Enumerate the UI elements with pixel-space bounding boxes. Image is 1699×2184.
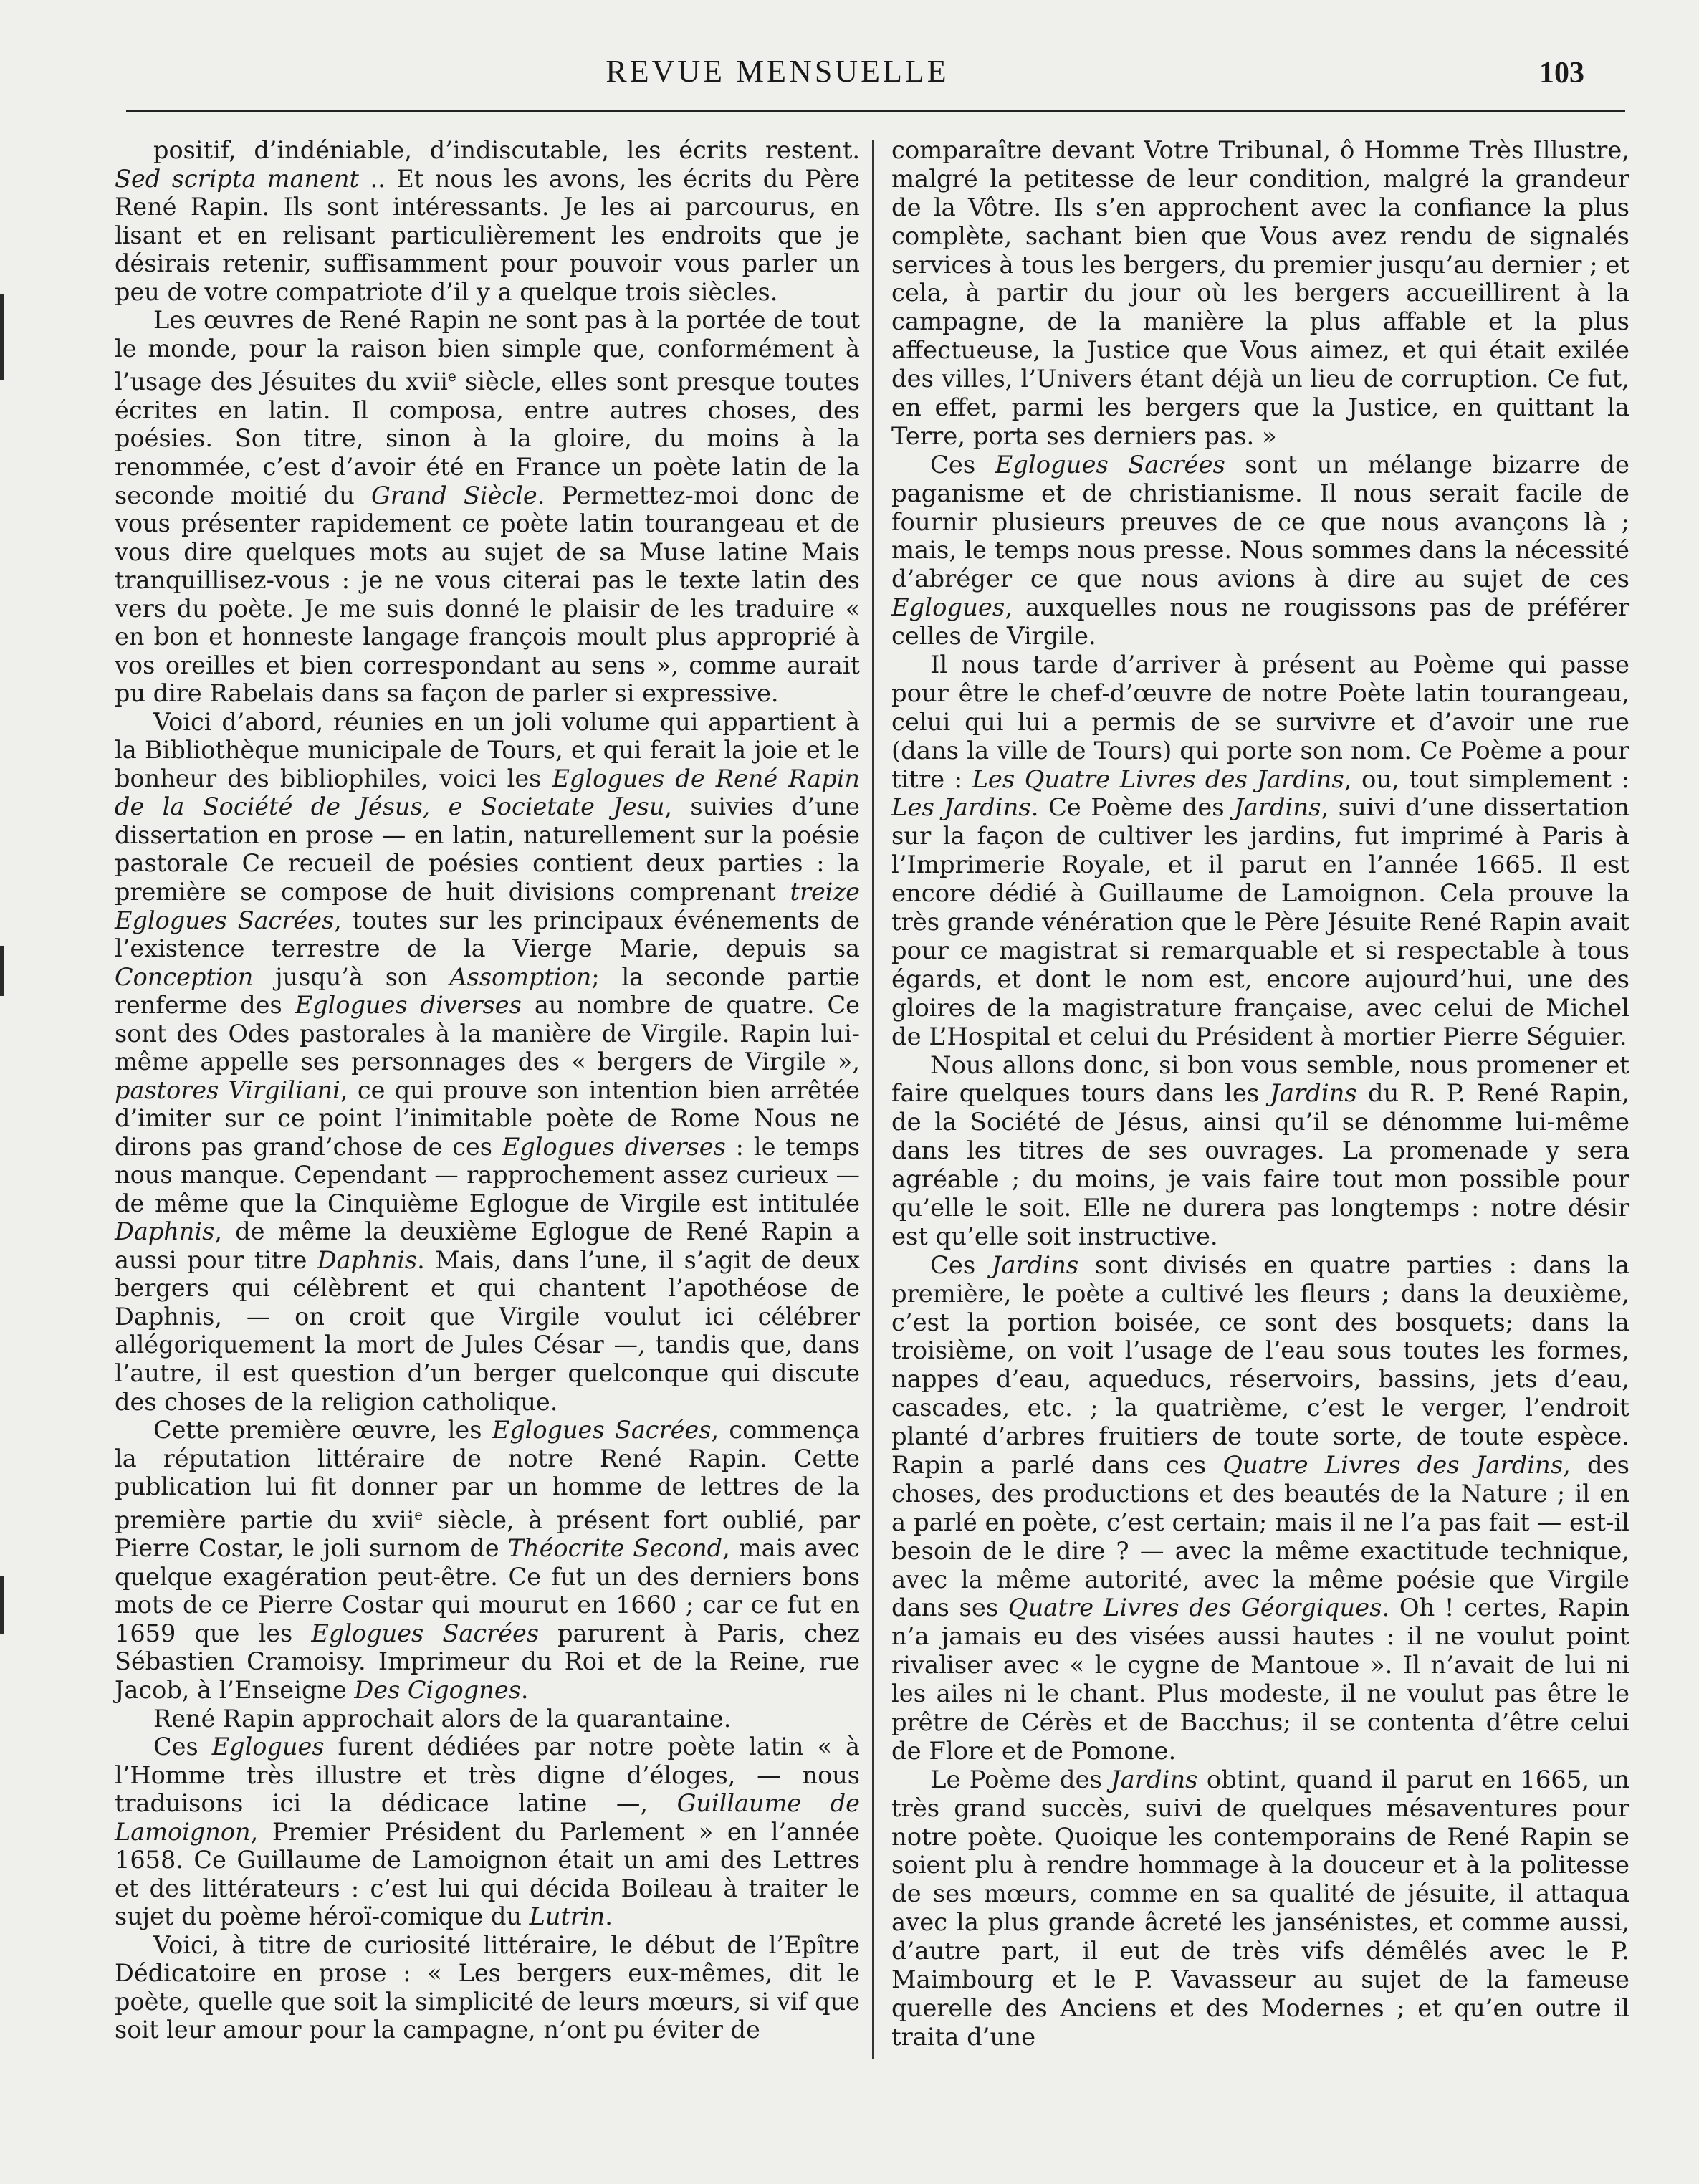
italic-text: Guillaume de Lamoignon — [115, 1789, 860, 1846]
text-run: . Mais, dans l’une, il s’agit de deux bergers qui célèbrent et qui chantent l’apothéose de Daphnis, — on croit que Virgile voulut ici célébrer allégoriquement la mort de Jules César —, tandis que, dans l’autre, il est question d’un berger quelconque qui discute des choses de la religion catholique. — [115, 1245, 860, 1416]
paragraph — [115, 1416, 860, 1704]
text-run: obtint, quand il parut en 1665, un très grand succès, suivi de quelques mésaventures pour notre poète. Quoique les contemporains de René Rapin se soient plu à rendre hommage à la douceur et à la politesse de ses mœurs, comme en sa qualité de jésuite, il attaqua avec la plus grande âcreté les jansénistes, et comme aussi, d’autre part, il eut de très vifs démêlés avec le P. Maimbourg et le P. Vavasseur au sujet de la fameuse querelle des Anciens et des Modernes ; et qu’en outre il traita d’une — [891, 1765, 1629, 2051]
right-column — [891, 136, 1629, 2051]
text-run: . Oh ! certes, Rapin n’a jamais eu des visées aussi hautes : il ne voulut point rivaliser avec « le cygne de Mantoue ». Il n’avait de lui ni les ailes ni le chant. Plus modeste, il ne voulut pas être le prêtre de Cérès et de Bacchus; il se contenta d’être celui de Flore et de Pomone. — [891, 1594, 1630, 1765]
text-run: , suivi d’une dissertation sur la façon de cultiver les jardins, fut imprimé à Paris à l’Imprimerie Royale, et il parut en l’année 1665. Il est encore dédié à Guillaume de Lamoignon. Cela prouve la très grande vénération que le Père Jésuite René Rapin avait pour ce magistrat si remarquable et si respectable à tous égards, et dont le nom est, encore aujourd’hui, une des gloires de la magistrature française, avec celui de Michel de L’Hospital et celui du Président à mortier Pierre Séguier. — [891, 793, 1629, 1050]
text-run: du R. P. René Rapin, de la Société de Jésus, ainsi qu’il se dénomme lui-même dans les titres de ses ouvrages. La promenade y sera agréable ; du moins, je vais faire tout mon possible pour qu’elle le soit. Elle ne durera pas longtemps : notre désir est qu’elle soit instructive. — [891, 1079, 1630, 1250]
text-run: Ces — [930, 1250, 992, 1279]
text-run: Les œuvres de René Rapin ne sont pas à la portée de tout le monde, pour la raison bien simple que, conformément à l’usage des Jésuites du xvii — [115, 306, 860, 396]
text-run: au nombre de quatre. Ce sont des Odes pastorales à la manière de Virgile. Rapin lui-même appelle ses personnages des « bergers de Virgile », — [115, 991, 860, 1076]
italic-text: Conception — [115, 962, 254, 991]
text-run: , mais avec quelque exagération peut-être. Ce fut un des derniers bons mots de ce Pierre Costar qui mourut en 1660 ; car ce fut en 1659 que les — [115, 1534, 860, 1647]
italic-text: Eglogues Sacrées — [995, 450, 1225, 479]
superscript-text: e — [414, 1505, 423, 1523]
text-run: sont un mélange bizarre de paganisme et de christianisme. Il nous serait facile de fournir plusieurs preuves de ce que nous avançons là ; mais, le temps nous presse. Nous sommes dans la nécessité d’abréger ce que nous avions à dire au sujet de ces — [891, 450, 1630, 593]
text-run: . Permettez-moi donc de vous présenter rapidement ce poète latin tourangeau et de vous dire quelques mots au sujet de sa Muse latine Mais tranquillisez-vous : je ne vous citerai pas le texte latin des vers du poète. Je me suis donné le plaisir de les traduire « en bon et honneste langage françois moult plus approprié à vos oreilles et bien correspondant au sens », comme aurait pu dire Rabelais dans sa façon de parler si expressive. — [115, 481, 860, 708]
text-run: siècle, à présent fort oublié, par Pierre Costar, le joli surnom de — [115, 1505, 860, 1563]
italic-text: Eglogues Sacrées — [311, 1619, 539, 1647]
header-rule — [126, 110, 1625, 112]
paragraph — [115, 1705, 860, 1733]
text-run: comparaître devant Votre Tribunal, ô Homme Très Illustre, malgré la petitesse de leur condition, malgré la grandeur de la Vôtre. Ils s’en approchent avec la confiance la plus complète, sachant bien que Vous avez rendu de signalés services à tous les bergers, du premier jusqu’au dernier ; et cela, à partir du jour où les bergers accueillirent à la campagne, de la manière la plus affable et la plus affectueuse, la Justice que Vous aimez, et qui était exilée des villes, l’Univers étant déjà un lieu de corruption. Ce fut, en effet, parmi les bergers que la Justice, en quittant la Terre, porta ses derniers pas. » — [891, 136, 1629, 450]
text-run: ; la seconde partie renferme des — [115, 962, 860, 1020]
margin-mark — [0, 946, 4, 996]
italic-text: treize Eglogues Sacrées — [115, 877, 860, 934]
paragraph — [891, 1766, 1629, 2051]
italic-text: Eglogues — [891, 593, 1005, 622]
text-run: Le Poème des — [930, 1765, 1111, 1793]
text-run: , des choses, des productions et des beautés de la Nature ; il en a parlé en poète, c’est certain; mais il ne l’a pas fait — est-il besoin de le dire ? — avec la même exactitude technique, avec la même autorité, avec la même poésie que Virgile dans ses — [891, 1450, 1629, 1622]
italic-text: Grand Siècle — [371, 481, 537, 509]
text-run: .. Et nous les avons, les écrits du Père René Rapin. Ils sont intéressants. Je les ai parcourus, en lisant et en relisant particulièrement les endroits que je désirais retenir, suffisamment pour pouvoir vous parler un peu de votre compatriote d’il y a quelque trois siècles. — [115, 164, 860, 306]
italic-text: Jardins — [1111, 1765, 1198, 1793]
italic-text: Jardins — [1234, 793, 1321, 822]
italic-text: Les Quatre Livres des Jardins — [972, 765, 1344, 793]
italic-text: Eglogues diverses — [502, 1132, 726, 1161]
italic-text: Quatre Livres des Jardins — [1222, 1450, 1564, 1479]
paragraph — [891, 1251, 1629, 1766]
paragraph — [891, 651, 1629, 1050]
text-run: . Ce Poème des — [1030, 793, 1235, 822]
text-run: Ces — [930, 450, 995, 479]
italic-text: Assomption — [449, 962, 592, 991]
text-run: , ou, tout simplement : — [1344, 765, 1629, 793]
italic-text: Daphnis — [115, 1217, 215, 1246]
italic-text: Eglogues diverses — [295, 991, 522, 1020]
italic-text: Eglogues Sacrées — [492, 1416, 712, 1445]
italic-text: Eglogues de René Rapin de la Société de Jésus, e Societate Jesu — [115, 764, 860, 821]
text-run: , toutes sur les principaux événements de l’existence terrestre de la Vierge Marie, depuis sa — [115, 906, 860, 963]
text-run: parurent à Paris, chez Sébastien Cramoisy. Imprimeur du Roi et de la Reine, rue Jacob, à l’Enseigne — [115, 1619, 861, 1704]
text-run: , de même la deuxième Eglogue de René Rapin a aussi pour titre — [115, 1217, 860, 1274]
column-rule — [872, 140, 874, 2059]
text-run: , suivies d’une dissertation en prose — en latin, naturellement sur la poésie pastorale Ce recueil de poésies contient deux parties : la première se compose de huit divisions comprenant — [115, 792, 861, 906]
running-title: REVUE MENSUELLE — [606, 54, 949, 89]
text-run: Voici, à titre de curiosité littéraire, le début de l’Epître Dédicatoire en prose : « Les bergers eux-mêmes, dit le poète, quelle que soit la simplicité de leurs mœurs, si vif que soit leur amour pour la campagne, n’ont pu éviter de — [115, 1930, 860, 2044]
text-run: Voici d’abord, réunies en un joli volume qui appartient à la Bibliothèque municipale de Tours, et qui ferait la joie et le bonheur des bibliophiles, voici les — [115, 707, 860, 792]
italic-text: Les Jardins — [891, 793, 1031, 822]
paragraph — [115, 306, 860, 708]
text-run: Cette première œuvre, les — [153, 1416, 492, 1445]
italic-text: Quatre Livres des Géorgiques — [1008, 1594, 1382, 1622]
italic-text: Daphnis — [317, 1245, 418, 1274]
italic-text: Lutrin — [529, 1902, 606, 1931]
italic-text: Jardins — [1270, 1079, 1357, 1108]
italic-text: Eglogues — [211, 1733, 325, 1761]
text-run: Nous allons donc, si bon vous semble, nous promener et faire quelques tours dans les — [891, 1050, 1629, 1108]
page-number: 103 — [1539, 57, 1584, 90]
text-run: , commença la réputation littéraire de notre René Rapin. Cette publication lui fit donner par un homme de lettres de la première partie du xvii — [115, 1416, 860, 1534]
text-run: René Rapin approchait alors de la quarantaine. — [153, 1704, 732, 1733]
margin-mark — [0, 294, 4, 380]
text-run: , auxquelles nous ne rougissons pas de préférer celles de Virgile. — [891, 593, 1629, 651]
paragraph — [891, 136, 1629, 451]
text-run: furent dédiées par notre poète latin « à l’Homme très illustre et très digne d’éloges, — nous traduisons ici la dédicace latine —, — [115, 1733, 860, 1818]
text-run: positif, d’indéniable, d’indiscutable, les écrits restent. — [153, 136, 860, 164]
superscript-text: e — [447, 368, 456, 385]
text-run: Il nous tarde d’arriver à présent au Poème qui passe pour être le chef-d’œuvre de notre Poète latin tourangeau, celui qui lui a permis de se survivre et d’avoir une rue (dans la ville de Tours) qui porte son nom. Ce Poème a pour titre : — [891, 651, 1629, 793]
text-run: : le temps nous manque. Cependant — rapprochement assez curieux — de même que la Cinquième Eglogue de Virgile est intitulée — [115, 1132, 860, 1217]
italic-text: Sed scripta manent — [115, 164, 359, 193]
paragraph — [115, 1931, 860, 2044]
paragraph — [891, 1051, 1629, 1251]
left-column — [115, 136, 860, 2044]
text-run: , ce qui prouve son intention bien arrêtée d’imiter sur ce point l’inimitable poète de Rome Nous ne dirons pas grand’chose de ces — [115, 1076, 860, 1161]
paragraph — [891, 451, 1629, 651]
paragraph — [115, 1733, 860, 1931]
text-run: . — [605, 1902, 613, 1931]
text-run: , Premier Président du Parlement » en l’année 1658. Ce Guillaume de Lamoignon était un ami des Lettres et des littérateurs : c’est lui qui décida Boileau à traiter le sujet du poème héroï-comique du — [115, 1817, 860, 1931]
text-run: Ces — [153, 1733, 212, 1761]
margin-mark — [0, 1576, 4, 1634]
italic-text: Des Cigognes — [354, 1676, 521, 1704]
italic-text: Jardins — [991, 1250, 1079, 1279]
paragraph — [115, 136, 860, 306]
italic-text: pastores Virgiliani — [115, 1076, 340, 1104]
text-run: jusqu’à son — [253, 962, 450, 991]
text-run: sont divisés en quatre parties : dans la première, le poète a cultivé les fleurs ; dans la deuxième, c’est la portion boisée, ce sont des bosquets; dans la troisième, on voit l’usage de l’eau sous toutes les formes, nappes d’eau, aqueducs, réservoirs, bassins, jets d’eau, cascades, etc. ; la quatrième, c’est le verger, l’endroit planté d’arbres fruitiers de toute sorte, de toute espèce. Rapin a parlé dans ces — [891, 1250, 1629, 1479]
text-run: . — [520, 1676, 529, 1704]
italic-text: Théocrite Second — [507, 1534, 723, 1563]
paragraph — [115, 708, 860, 1416]
text-run: siècle, elles sont presque toutes écrites en latin. Il composa, entre autres choses, des poésies. Son titre, sinon à la gloire, du moins à la renommée, c’est d’avoir été en France un poète latin de la seconde moitié du — [115, 368, 860, 509]
